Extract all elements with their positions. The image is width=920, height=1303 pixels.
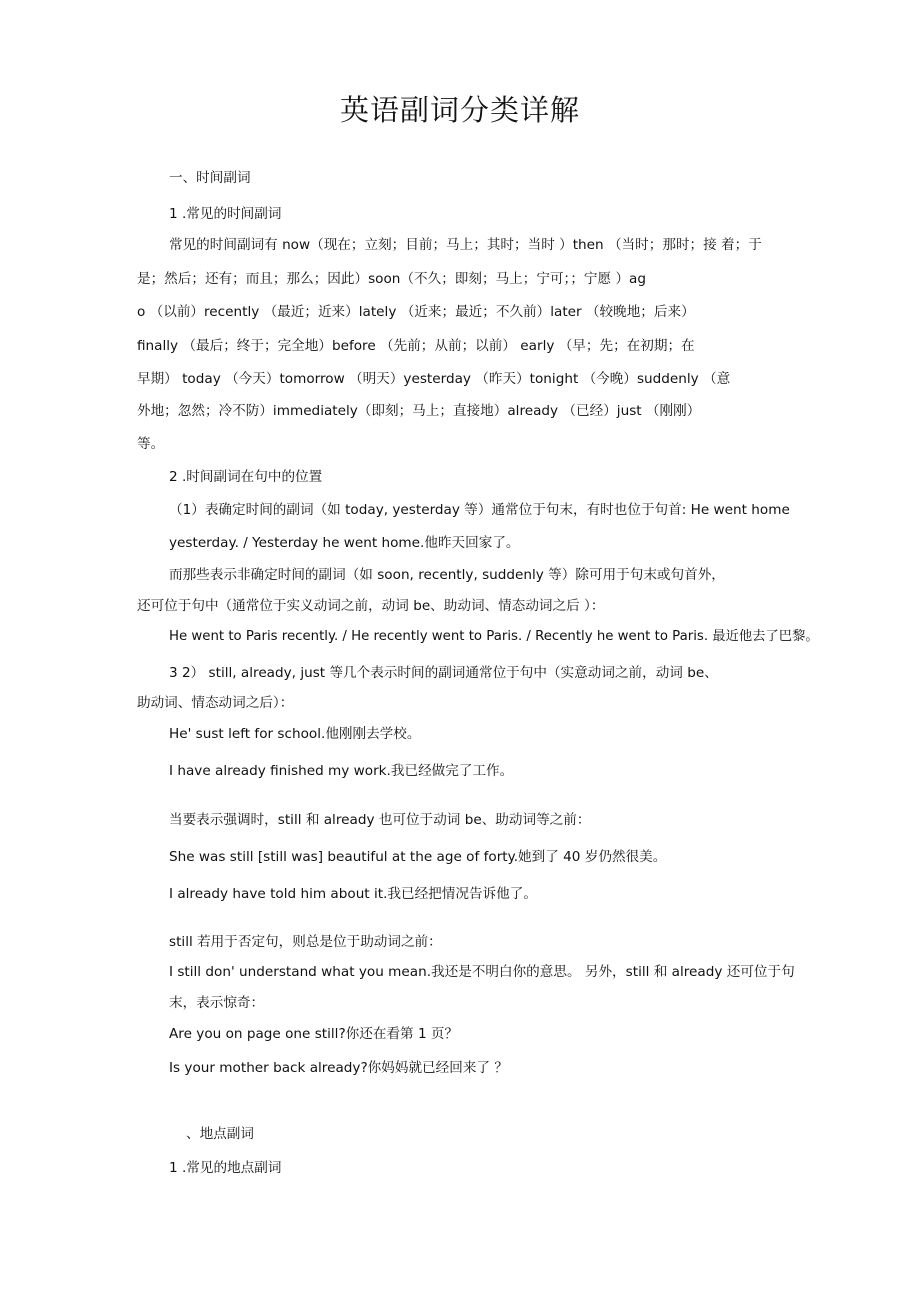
document-title: 英语副词分类详解 bbox=[339, 93, 580, 127]
example-sentence: I already have told him about it.我已经把情况告诉他了。 bbox=[169, 886, 537, 902]
paragraph-line: still 若用于否定句，则总是位于助动词之前： bbox=[169, 934, 442, 950]
paragraph-line: 末，表示惊奇： bbox=[169, 995, 265, 1011]
paragraph-line: o （以前）recently （最近；近来）lately （近来；最近；不久前）later （较晚地；后来） bbox=[137, 304, 695, 320]
paragraph-line: 当要表示强调时，still 和 already 也可位于动词 be、助动词等之前： bbox=[169, 812, 591, 828]
paragraph-line: 等。 bbox=[137, 436, 165, 452]
paragraph-line: （1）表确定时间的副词（如 today, yesterday 等）通常位于句末，有时也位于句首: He went home bbox=[169, 502, 790, 518]
subheading-common-time-adverbs: 1 .常见的时间副词 bbox=[169, 206, 282, 222]
example-sentence: I still don' understand what you mean.我还是不明白你的意思。 另外，still 和 already 还可位于句 bbox=[169, 964, 795, 980]
section-heading-place-adverbs: 、地点副词 bbox=[186, 1126, 254, 1142]
section-heading-time-adverbs: 一、时间副词 bbox=[169, 170, 251, 186]
paragraph-line: 外地；忽然；冷不防）immediately（即刻；马上；直接地）already （已经）just （刚刚） bbox=[137, 403, 701, 419]
paragraph-line: 早期） today （今天）tomorrow （明天）yesterday （昨天）tonight （今晚）suddenly （意 bbox=[137, 371, 731, 387]
example-sentence: She was still [still was] beautiful at the age of forty.她到了 40 岁仍然很美。 bbox=[169, 849, 667, 865]
example-sentence: Is your mother back already?你妈妈就已经回来了 ？ bbox=[169, 1060, 508, 1076]
example-sentence: Are you on page one still?你还在看第 1 页？ bbox=[169, 1026, 459, 1042]
paragraph-line: 助动词、情态动词之后）： bbox=[137, 695, 294, 711]
example-sentence: yesterday. / Yesterday he went home.他昨天回家了。 bbox=[169, 535, 520, 551]
paragraph-line: 是；然后；还有；而且；那么；因此）soon（不久；即刻；马上；宁可；；宁愿 ）ag bbox=[137, 271, 646, 287]
subheading-common-place-adverbs: 1 .常见的地点副词 bbox=[169, 1160, 282, 1176]
subheading-position: 2 .时间副词在句中的位置 bbox=[169, 469, 323, 485]
example-sentence: He' sust left for school.他刚刚去学校。 bbox=[169, 726, 421, 742]
paragraph-line: finally （最后；终于；完全地）before （先前；从前；以前） early （早；先；在初期；在 bbox=[137, 338, 695, 354]
paragraph-line: 还可位于句中（通常位于实义动词之前，动词 be、助动词、情态动词之后 ）： bbox=[137, 598, 605, 614]
paragraph-line: 而那些表示非确定时间的副词（如 soon, recently, suddenly 等）除可用于句末或句首外， bbox=[169, 567, 725, 583]
example-sentence: He went to Paris recently. / He recently went to Paris. / Recently he went to Paris. 最近他去了巴黎。 bbox=[169, 629, 819, 644]
paragraph-line: 3 2） still, already, just 等几个表示时间的副词通常位于句中（实意动词之前，动词 be、 bbox=[169, 665, 718, 681]
example-sentence: I have already finished my work.我已经做完了工作。 bbox=[169, 763, 514, 779]
paragraph-line: 常见的时间副词有 now（现在；立刻；目前；马上；其时；当时 ）then （当时；那时；接 着；于 bbox=[169, 237, 762, 253]
